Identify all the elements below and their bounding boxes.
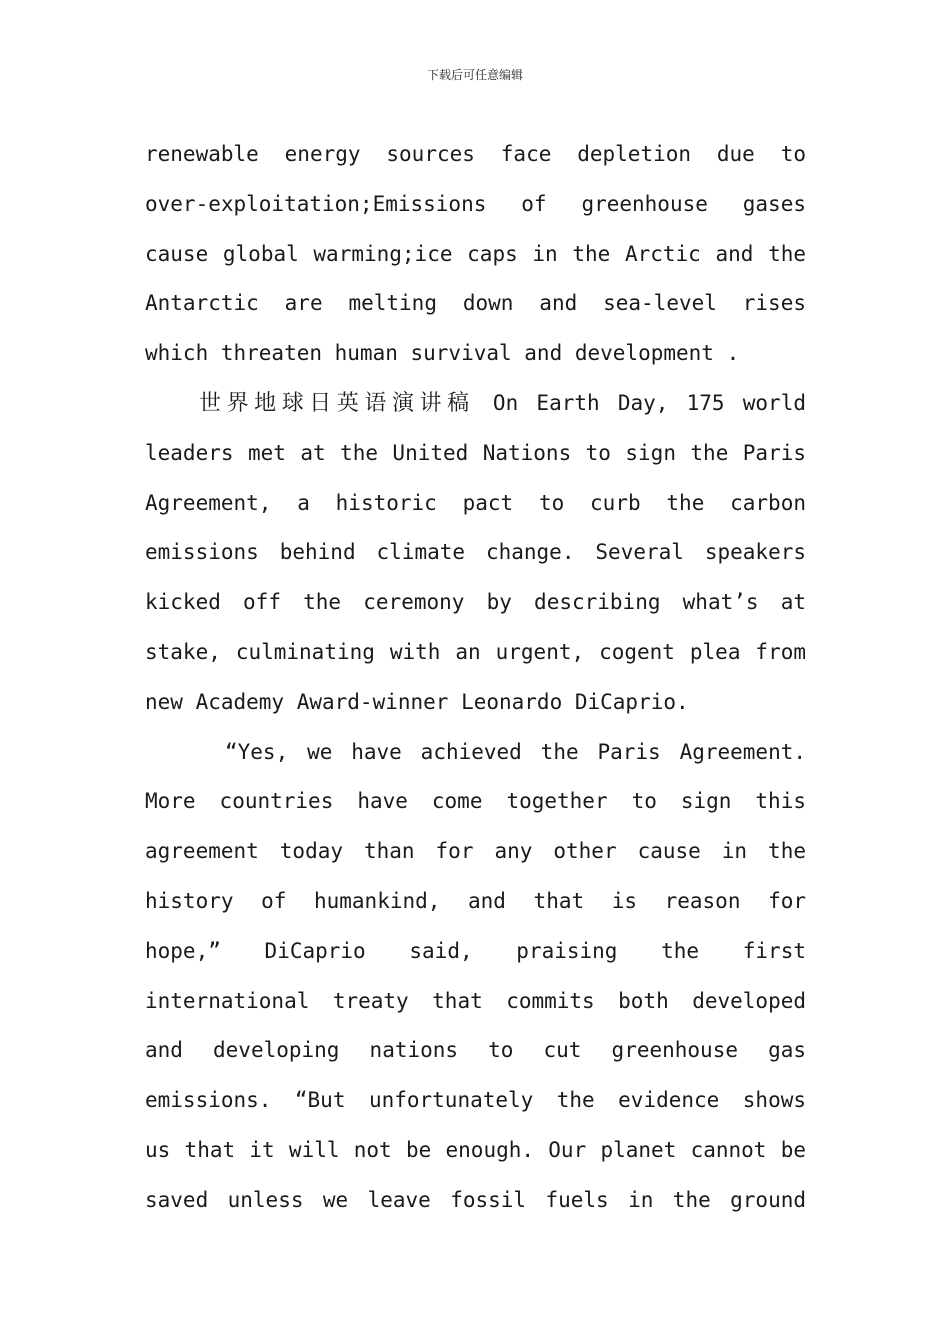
text-line: kicked off the ceremony by describing what’s at [145,590,806,615]
text-line: Agreement, a historic pact to curb the carbon [145,490,806,515]
text-line: “Yes, we have achieved the Paris Agreement. [225,739,806,764]
text-line: stake, culminating with an urgent, cogent plea from [145,639,806,664]
document-body [145,130,806,1226]
text-line: over-exploitation;Emissions of greenhouse gases [145,191,806,216]
text-line: More countries have come together to sign this [145,789,806,814]
text-line: and developing nations to cut greenhouse gas [145,1038,806,1063]
text-line: leaders met at the United Nations to sign the Paris [145,440,806,465]
text-fragment: On Earth Day, 175 world [492,390,806,415]
text-line: which threaten human survival and development . [145,341,740,366]
text-line: international treaty that commits both developed [145,988,806,1013]
page-header: 下载后可任意编辑 [426,68,523,82]
text-line: agreement today than for any other cause in the [145,839,806,864]
text-line: hope,” DiCaprio said, praising the first [145,938,806,963]
paragraph-title-line [145,379,806,429]
text-line: history of humankind, and that is reason for [145,888,806,913]
text-line: cause global warming;ice caps in the Arctic and the [145,241,806,266]
text-line: renewable energy sources face depletion due to [145,142,806,166]
text-line: emissions behind climate change. Several speakers [145,540,806,565]
text-line: saved unless we leave fossil fuels in the ground [145,1187,806,1212]
text-line: Antarctic are melting down and sea-level rises [145,291,806,316]
speech-title: 世界地球日英语演讲稿 [199,390,475,416]
text-line: emissions. “But unfortunately the evidence shows [145,1088,806,1113]
text-line: new Academy Award-winner Leonardo DiCaprio. [145,689,689,714]
text-line: us that it will not be enough. Our planet cannot be [145,1137,806,1162]
